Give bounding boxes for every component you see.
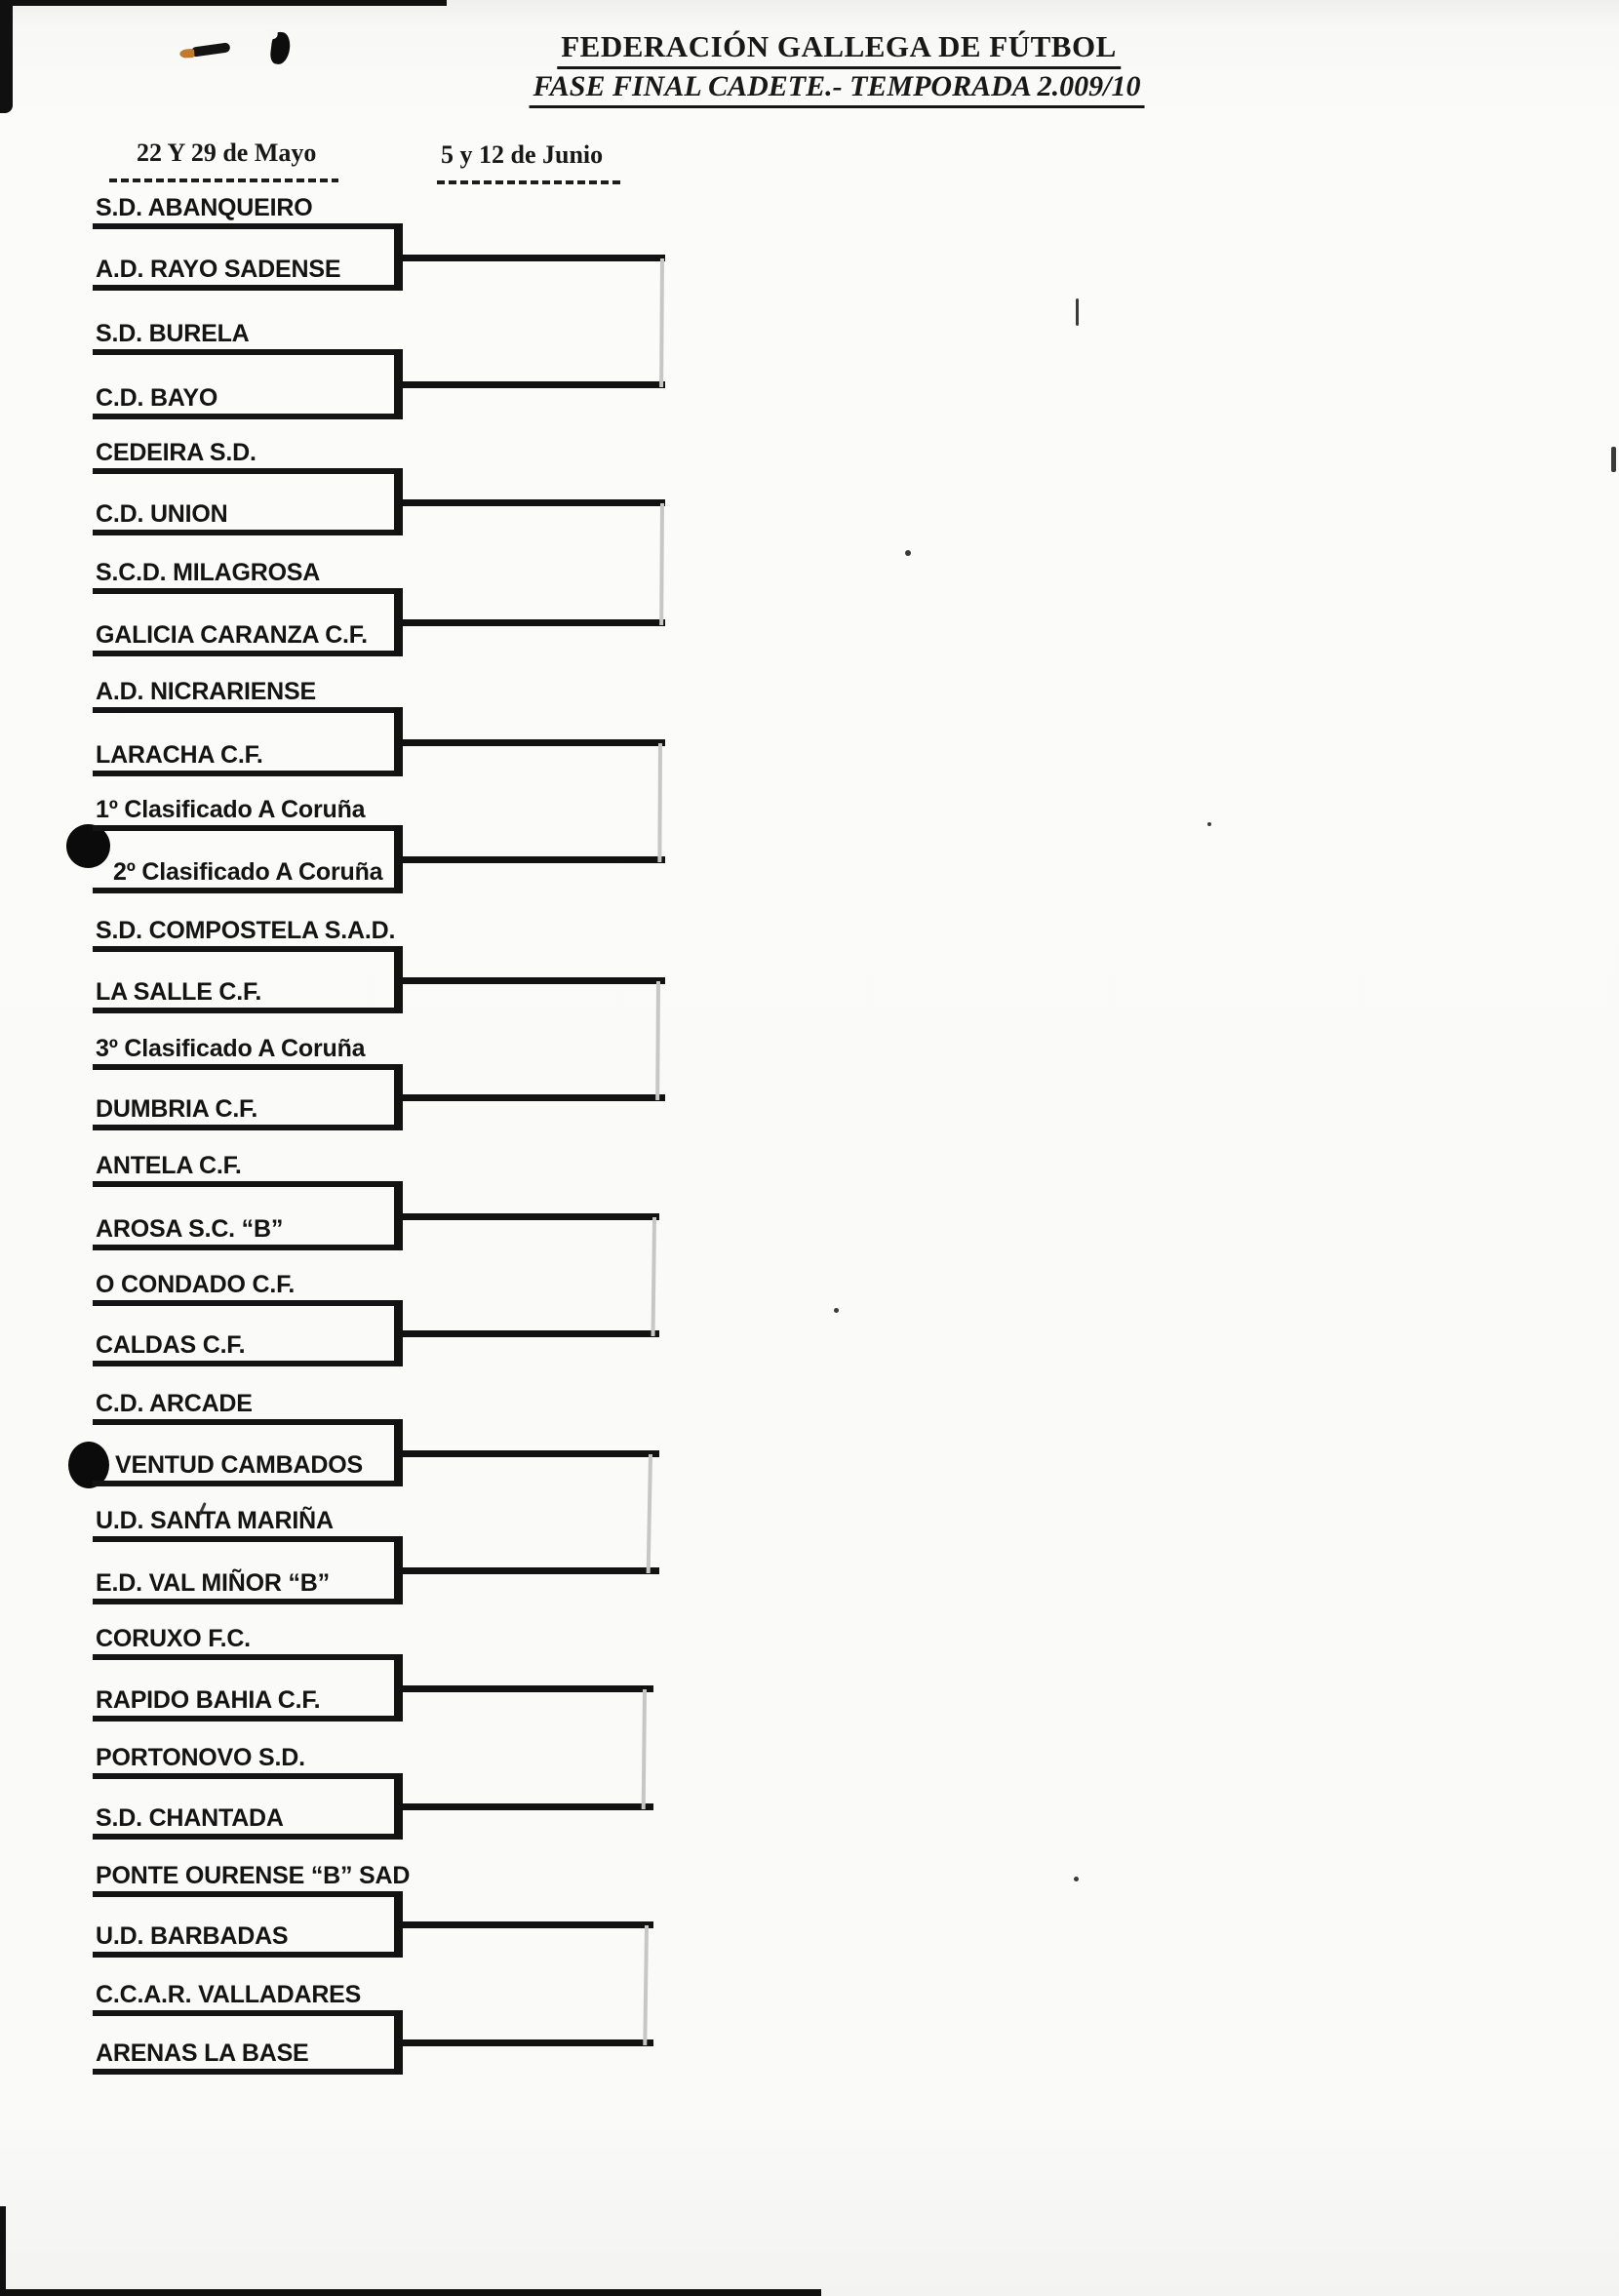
scan-edge-top-left (0, 0, 13, 113)
scan-speck (905, 550, 911, 556)
team-underline (93, 1125, 403, 1130)
team-label: LARACHA C.F. (96, 741, 263, 769)
pen-scribble-mark (190, 42, 230, 57)
team-label: ARENAS LA BASE (96, 2039, 309, 2067)
match-winner-line (402, 856, 665, 863)
team-label: C.D. UNION (96, 500, 228, 528)
team-label: A.D. RAYO SADENSE (96, 256, 341, 283)
scan-speck (1207, 822, 1211, 826)
team-label: S.D. COMPOSTELA S.A.D. (96, 917, 396, 944)
match-winner-line (402, 1921, 653, 1928)
team-label: GALICIA CARANZA C.F. (96, 621, 368, 649)
team-underline (93, 1245, 403, 1250)
team-underline (93, 1481, 403, 1486)
team-label: E.D. VAL MIÑOR “B” (96, 1569, 330, 1597)
team-underline (93, 771, 403, 776)
match-winner-line (402, 255, 665, 261)
quarterfinal-pencil-connector (643, 1925, 649, 2045)
team-label: 1º Clasificado A Coruña (96, 796, 366, 823)
match-winner-line (402, 1803, 653, 1810)
team-underline (93, 651, 403, 656)
team-label: S.D. BURELA (96, 320, 250, 347)
team-underline (93, 707, 403, 713)
team-underline (93, 1654, 403, 1660)
team-label: AROSA S.C. “B” (96, 1215, 284, 1243)
team-underline (93, 1773, 403, 1779)
team-underline (93, 1181, 403, 1187)
team-label: CALDAS C.F. (96, 1331, 246, 1359)
match-winner-line (402, 1094, 665, 1101)
team-underline (93, 1952, 403, 1958)
round2-header-dashed-rule (437, 180, 622, 184)
team-underline (93, 1300, 403, 1306)
scan-edge-top (0, 0, 447, 6)
team-label: S.D. CHANTADA (96, 1804, 284, 1832)
team-underline (93, 1599, 403, 1604)
scan-streak (1611, 447, 1616, 472)
quarterfinal-pencil-connector (659, 503, 664, 625)
round1-date-header: 22 Y 29 de Mayo (137, 139, 317, 167)
page-title: FEDERACIÓN GALLEGA DE FÚTBOL (557, 29, 1121, 69)
team-label: U.D. BARBADAS (96, 1922, 289, 1950)
match-winner-line (402, 1450, 659, 1457)
match-winner-line (402, 977, 665, 984)
round1-header-dashed-rule (109, 178, 338, 182)
team-label: C.D. BAYO (96, 384, 218, 412)
quarterfinal-pencil-connector (657, 743, 662, 862)
team-underline (93, 223, 403, 229)
team-underline (93, 1891, 403, 1897)
team-underline (93, 1419, 403, 1425)
match-winner-line (402, 619, 665, 626)
team-label: S.C.D. MILAGROSA (96, 559, 321, 586)
team-label: O CONDADO C.F. (96, 1271, 296, 1298)
team-underline (93, 588, 403, 594)
scan-speck (1074, 1877, 1079, 1881)
team-label: 2º Clasificado A Coruña (113, 858, 383, 886)
team-label: U.D. SANTA MARIÑA (96, 1507, 334, 1534)
match-winner-line (402, 1213, 659, 1220)
team-underline (93, 1008, 403, 1013)
scan-speck (834, 1308, 839, 1313)
scan-edge-bottom (0, 2289, 821, 2296)
team-underline (93, 1834, 403, 1840)
ink-blob-mark (269, 31, 292, 65)
team-label: PONTE OURENSE “B” SAD (96, 1862, 411, 1889)
team-label: CORUXO F.C. (96, 1625, 251, 1652)
match-winner-line (402, 499, 665, 506)
page-subtitle: FASE FINAL CADETE.- TEMPORADA 2.009/10 (530, 70, 1145, 108)
match-winner-line (402, 381, 665, 388)
team-underline (93, 946, 403, 952)
team-underline (93, 888, 403, 893)
team-underline (93, 1064, 403, 1070)
team-label: ANTELA C.F. (96, 1152, 242, 1179)
team-label: A.D. NICRARIENSE (96, 678, 316, 705)
quarterfinal-pencil-connector (647, 1454, 652, 1573)
team-underline (93, 2010, 403, 2016)
team-label: C.D. ARCADE (96, 1390, 253, 1417)
team-underline (93, 1716, 403, 1722)
team-label: DUMBRIA C.F. (96, 1095, 258, 1123)
match-winner-line (402, 1685, 653, 1692)
scan-edge-bottom-left (0, 2206, 6, 2296)
team-label: C.C.A.R. VALLADARES (96, 1981, 362, 2008)
team-underline (93, 349, 403, 355)
quarterfinal-pencil-connector (655, 981, 660, 1100)
team-label: CEDEIRA S.D. (96, 439, 257, 466)
match-winner-line (402, 1330, 659, 1337)
team-underline (93, 825, 403, 831)
team-underline (93, 285, 403, 291)
team-underline (93, 1361, 403, 1366)
team-underline (93, 414, 403, 419)
team-underline (93, 2069, 403, 2075)
round2-date-header: 5 y 12 de Junio (441, 140, 604, 169)
quarterfinal-pencil-connector (659, 258, 664, 387)
team-label: S.D. ABANQUEIRO (96, 194, 313, 221)
quarterfinal-pencil-connector (642, 1689, 647, 1809)
team-label: RAPIDO BAHIA C.F. (96, 1686, 321, 1714)
team-label: VENTUD CAMBADOS (115, 1451, 363, 1479)
team-underline (93, 1536, 403, 1542)
match-winner-line (402, 2039, 653, 2046)
team-label: PORTONOVO S.D. (96, 1744, 305, 1771)
team-label: LA SALLE C.F. (96, 978, 262, 1006)
quarterfinal-pencil-connector (652, 1217, 656, 1336)
match-winner-line (402, 1567, 659, 1574)
team-underline (93, 530, 403, 535)
team-label: 3º Clasificado A Coruña (96, 1035, 366, 1062)
match-winner-line (402, 739, 665, 746)
team-underline (93, 468, 403, 474)
scan-streak (1076, 298, 1079, 326)
